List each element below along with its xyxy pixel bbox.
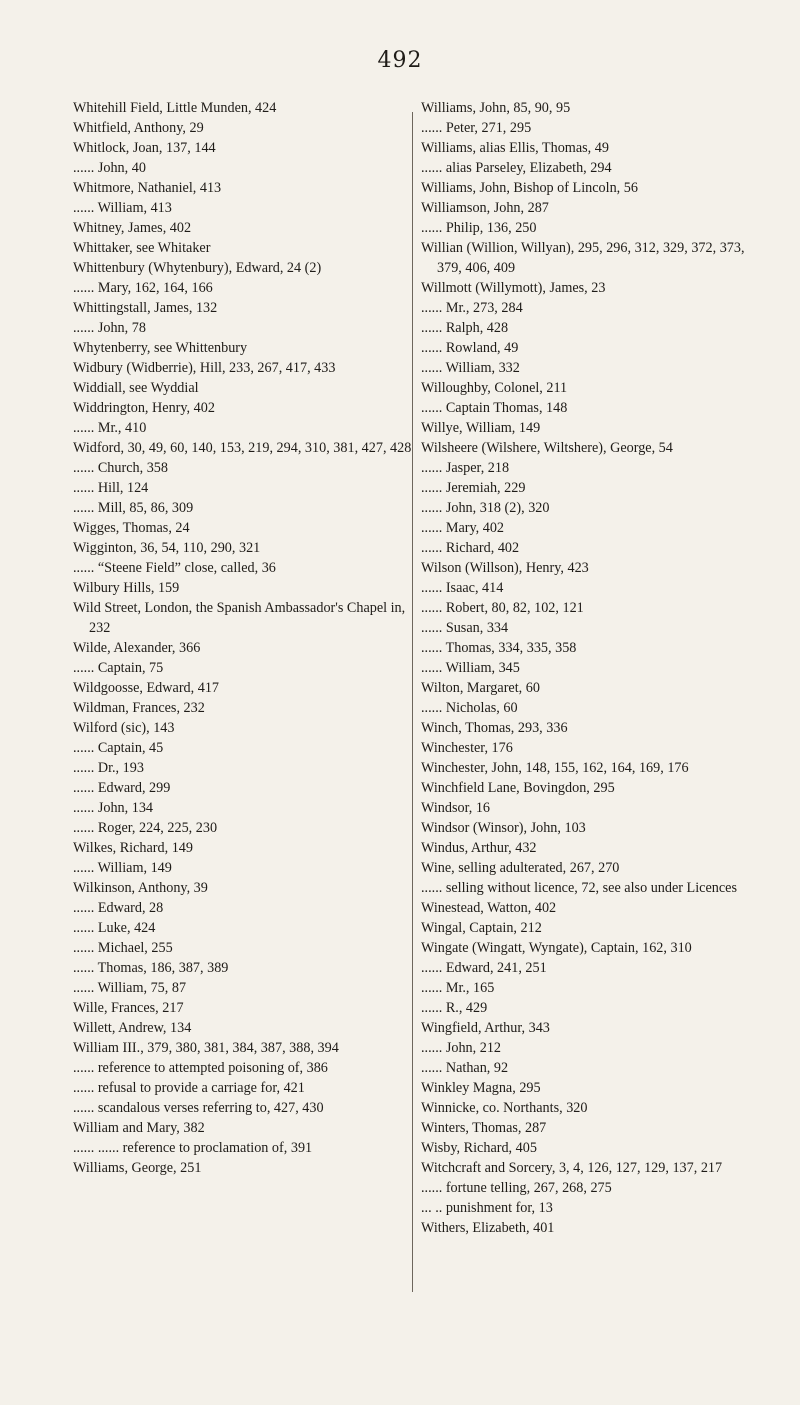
index-entry: Whitfield, Anthony, 29 — [73, 120, 204, 136]
index-entry: ...... refusal to provide a carriage for, 421 — [73, 1080, 305, 1096]
index-column-left — [73, 98, 418, 1178]
index-entry: ...... R., 429 — [421, 1000, 488, 1016]
index-entry: Wilton, Margaret, 60 — [421, 680, 540, 696]
index-entry: Willmott (Willymott), James, 23 — [421, 280, 606, 296]
index-entry: Winestead, Watton, 402 — [421, 900, 557, 916]
index-entry: ...... Roger, 224, 225, 230 — [73, 820, 218, 836]
index-entry: Witchcraft and Sorcery, 3, 4, 126, 127, 129, 137, 217 — [421, 1160, 723, 1176]
index-entry: ...... Mr., 165 — [421, 980, 495, 996]
index-entry: ...... John, 78 — [73, 320, 146, 336]
index-entry: ...... scandalous verses referring to, 427, 430 — [73, 1100, 324, 1116]
index-entry: Whitehill Field, Little Munden, 424 — [73, 100, 277, 116]
index-entry: Whitmore, Nathaniel, 413 — [73, 180, 222, 196]
index-entry: Wingfield, Arthur, 343 — [421, 1020, 550, 1036]
index-entry: William and Mary, 382 — [73, 1120, 205, 1136]
index-entry: ...... Edward, 299 — [73, 780, 171, 796]
index-entry: ...... Michael, 255 — [73, 940, 173, 956]
index-entry: ...... Susan, 334 — [421, 620, 509, 636]
index-entry: ...... Dr., 193 — [73, 760, 144, 776]
index-entry: Windus, Arthur, 432 — [421, 840, 537, 856]
index-entry: Winchester, John, 148, 155, 162, 164, 169, 176 — [421, 760, 689, 776]
index-entry: ...... Mary, 162, 164, 166 — [73, 280, 213, 296]
index-entry: ...... Jasper, 218 — [421, 460, 510, 476]
index-entry: Wilford (sic), 143 — [73, 720, 175, 736]
index-entry: ...... Thomas, 334, 335, 358 — [421, 640, 577, 656]
index-entry: Wildgoosse, Edward, 417 — [73, 680, 220, 696]
index-entry: Williams, John, Bishop of Lincoln, 56 — [421, 180, 638, 196]
index-entry: ...... Rowland, 49 — [421, 340, 519, 356]
index-entry: ...... Ralph, 428 — [421, 320, 509, 336]
index-entry: Wingal, Captain, 212 — [421, 920, 542, 936]
index-entry: ...... William, 345 — [421, 660, 520, 676]
index-entry: Wilbury Hills, 159 — [73, 580, 180, 596]
index-entry: Wild Street, London, the Spanish Ambassador's Chapel in, 232 — [73, 600, 406, 636]
index-entry: ...... William, 413 — [73, 200, 172, 216]
index-entry: ...... John, 40 — [73, 160, 146, 176]
index-entry: ...... Mr., 273, 284 — [421, 300, 523, 316]
index-entry: ...... Captain, 75 — [73, 660, 164, 676]
index-entry: ... .. punishment for, 13 — [421, 1200, 553, 1216]
index-entry: Winchester, 176 — [421, 740, 513, 756]
index-entry: Whitlock, Joan, 137, 144 — [73, 140, 216, 156]
index-entry: ...... selling without licence, 72, see also under Licences — [421, 880, 737, 896]
index-entry: Winchfield Lane, Bovingdon, 295 — [421, 780, 615, 796]
index-entry: Winnicke, co. Northants, 320 — [421, 1100, 588, 1116]
index-entry: ...... Mill, 85, 86, 309 — [73, 500, 194, 516]
index-entry: Widdiall, see Wyddial — [73, 380, 199, 396]
index-entry: ...... ...... reference to proclamation of, 391 — [73, 1140, 313, 1156]
index-entry: Wilkinson, Anthony, 39 — [73, 880, 208, 896]
index-entry: ...... Peter, 271, 295 — [421, 120, 532, 136]
index-entry: Windsor, 16 — [421, 800, 491, 816]
index-entry: Winkley Magna, 295 — [421, 1080, 541, 1096]
index-entry: Withers, Elizabeth, 401 — [421, 1220, 555, 1236]
index-entry: Willian (Willion, Willyan), 295, 296, 312, 329, 372, 373, 379, 406, 409 — [421, 240, 745, 276]
index-entry: ...... “Steene Field” close, called, 36 — [73, 560, 276, 576]
index-entry: ...... Hill, 124 — [73, 480, 149, 496]
index-entry: Whittenbury (Whytenbury), Edward, 24 (2) — [73, 260, 322, 276]
index-entry: ...... Mr., 410 — [73, 420, 147, 436]
index-entry: ...... Mary, 402 — [421, 520, 505, 536]
index-entry: Wildman, Frances, 232 — [73, 700, 205, 716]
index-entry: ...... John, 134 — [73, 800, 154, 816]
index-entry: Winch, Thomas, 293, 336 — [421, 720, 568, 736]
page-number: 492 — [377, 48, 423, 73]
index-entry: Williamson, John, 287 — [421, 200, 549, 216]
index-column-right — [421, 98, 771, 1238]
index-entry: Wisby, Richard, 405 — [421, 1140, 537, 1156]
index-entry: ...... William, 75, 87 — [73, 980, 187, 996]
index-entry: ...... Robert, 80, 82, 102, 121 — [421, 600, 584, 616]
index-entry: Winters, Thomas, 287 — [421, 1120, 547, 1136]
index-entry: ...... William, 149 — [73, 860, 172, 876]
index-entry: Wigges, Thomas, 24 — [73, 520, 190, 536]
index-entry: Williams, alias Ellis, Thomas, 49 — [421, 140, 609, 156]
index-entry: ...... Thomas, 186, 387, 389 — [73, 960, 229, 976]
index-entry: ...... Luke, 424 — [73, 920, 156, 936]
index-entry: Wille, Frances, 217 — [73, 1000, 184, 1016]
index-entry: Widbury (Widberrie), Hill, 233, 267, 417, 433 — [73, 360, 336, 376]
index-entry: ...... Church, 358 — [73, 460, 168, 476]
index-entry: ...... Captain Thomas, 148 — [421, 400, 568, 416]
index-entry: Williams, George, 251 — [73, 1160, 202, 1176]
index-entry: Widford, 30, 49, 60, 140, 153, 219, 294, 310, 381, 427, 428 — [73, 440, 412, 456]
index-entry: ...... fortune telling, 267, 268, 275 — [421, 1180, 612, 1196]
index-entry: ...... Isaac, 414 — [421, 580, 504, 596]
index-entry: ...... alias Parseley, Elizabeth, 294 — [421, 160, 612, 176]
index-entry: ...... John, 212 — [421, 1040, 502, 1056]
index-entry: Widdrington, Henry, 402 — [73, 400, 215, 416]
index-entry: Wilsheere (Wilshere, Wiltshere), George, 54 — [421, 440, 673, 456]
index-entry: ...... Jeremiah, 229 — [421, 480, 526, 496]
index-entry: Whitney, James, 402 — [73, 220, 192, 236]
index-entry: ...... William, 332 — [421, 360, 520, 376]
index-entry: ...... Richard, 402 — [421, 540, 520, 556]
index-entry: ...... Nicholas, 60 — [421, 700, 518, 716]
index-entry: ...... Edward, 241, 251 — [421, 960, 547, 976]
index-entry: ...... Philip, 136, 250 — [421, 220, 537, 236]
index-entry: Windsor (Winsor), John, 103 — [421, 820, 586, 836]
index-entry: ...... John, 318 (2), 320 — [421, 500, 550, 516]
index-entry: Wilkes, Richard, 149 — [73, 840, 193, 856]
index-entry: ...... reference to attempted poisoning of, 386 — [73, 1060, 328, 1076]
index-entry: Wilde, Alexander, 366 — [73, 640, 201, 656]
index-entry: Whittaker, see Whitaker — [73, 240, 211, 256]
column-divider — [412, 112, 413, 1292]
index-entry: Whytenberry, see Whittenbury — [73, 340, 248, 356]
index-entry: Wilson (Willson), Henry, 423 — [421, 560, 589, 576]
index-entry: Whittingstall, James, 132 — [73, 300, 218, 316]
index-entry: Wigginton, 36, 54, 110, 290, 321 — [73, 540, 261, 556]
index-entry: Willoughby, Colonel, 211 — [421, 380, 568, 396]
index-entry: ...... Captain, 45 — [73, 740, 164, 756]
index-entry: Willett, Andrew, 134 — [73, 1020, 192, 1036]
index-entry: ...... Edward, 28 — [73, 900, 164, 916]
index-entry: Wine, selling adulterated, 267, 270 — [421, 860, 620, 876]
index-entry: William III., 379, 380, 381, 384, 387, 388, 394 — [73, 1040, 339, 1056]
index-entry: Wingate (Wingatt, Wyngate), Captain, 162, 310 — [421, 940, 692, 956]
index-entry: Williams, John, 85, 90, 95 — [421, 100, 571, 116]
index-entry: ...... Nathan, 92 — [421, 1060, 509, 1076]
index-entry: Willye, William, 149 — [421, 420, 541, 436]
